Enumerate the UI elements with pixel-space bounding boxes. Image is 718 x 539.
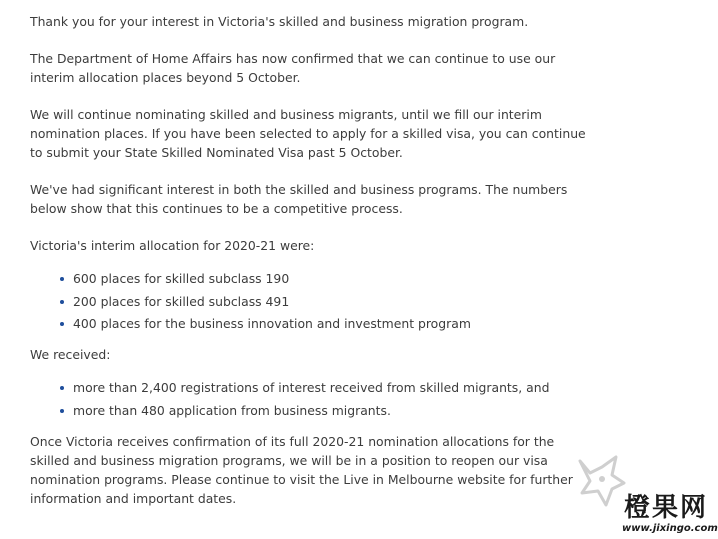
fox-logo-icon xyxy=(572,453,632,513)
allocation-heading: Victoria's interim allocation for 2020-21 were: xyxy=(30,238,315,253)
list-item: 200 places for skilled subclass 491 xyxy=(73,292,590,311)
closing-paragraph: Once Victoria receives confirmation of its full 2020-21 nomination allocations for the skilled and business migration programs, we will be in a position to reopen our visa nomination programs. Please continue to visit the Live in Melbourne website for further information and important dates. xyxy=(30,433,573,506)
received-heading: We received: xyxy=(30,347,111,362)
list-item: more than 2,400 registrations of interest received from skilled migrants, and xyxy=(73,378,590,397)
home-affairs-paragraph: The Department of Home Affairs has now confirmed that we can continue to use our interim allocation places beyond 5 October. xyxy=(30,51,556,85)
interest-paragraph: We've had significant interest in both the skilled and business programs. The numbers below show that this continues to be a competitive process. xyxy=(30,182,568,216)
intro-paragraph: Thank you for your interest in Victoria's skilled and business migration program. xyxy=(30,14,529,29)
watermark-url: www.jixingo.com xyxy=(622,523,718,534)
list-item: more than 480 application from business migrants. xyxy=(73,401,590,420)
article-body xyxy=(30,12,590,508)
received-list xyxy=(30,378,590,420)
nomination-paragraph: We will continue nominating skilled and business migrants, until we fill our interim nomination places. If you have been selected to apply for a skilled visa, you can continue to submit your State Skilled Nominated Visa past 5 October. xyxy=(30,107,586,160)
watermark xyxy=(572,453,718,539)
list-item: 400 places for the business innovation and investment program xyxy=(73,314,590,333)
allocation-list xyxy=(30,269,590,333)
list-item: 600 places for skilled subclass 190 xyxy=(73,269,590,288)
watermark-text: 橙果网 xyxy=(624,493,709,523)
